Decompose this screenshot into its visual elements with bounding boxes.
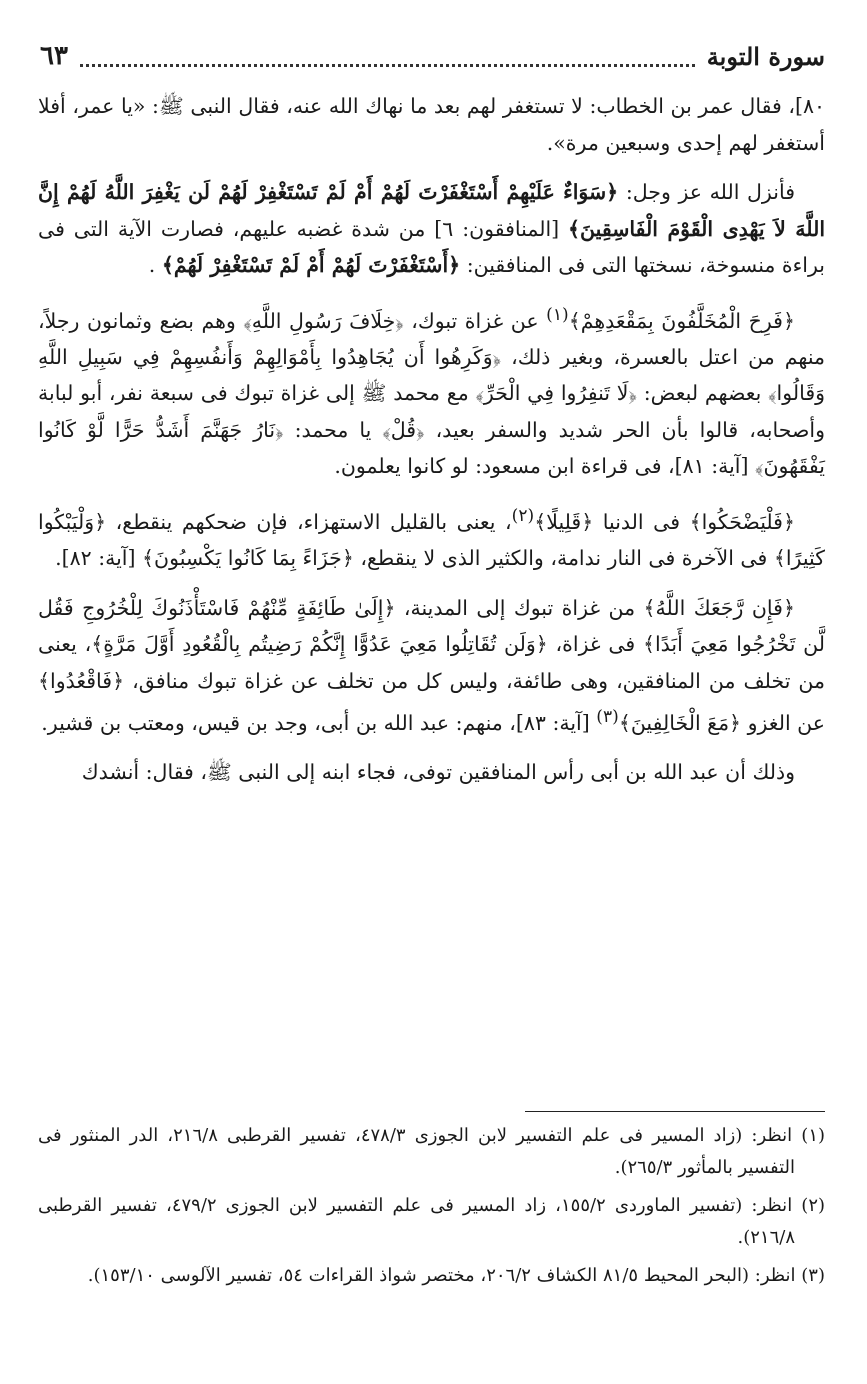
paragraph-1: ٨٠]، فقال عمر بن الخطاب: لا تستغفر لهم بعد ما نهاك الله عنه، فقال النبى ﷺ: «يا عمر، أفلا أستغفر لهم إحدى وسبعين مرة».: [38, 94, 825, 155]
text-run: وهم بضع وثمانون رجلاً، منهم من اعتل بالعسرة، وبغير ذلك،: [38, 308, 825, 369]
footnote-separator: [525, 1111, 825, 1112]
text-run: [المنافقون: ٦] من شدة غضبه عليهم، فصارت الآية التى فى براءة منسوخة، نسختها التى فى المنافقين:: [38, 216, 825, 277]
text-run: ، يعنى من تخلف من المنافقين، وهى طائفة، وليس كل من تخلف عن غزاة تبوك منافق،: [38, 632, 825, 693]
paragraph-4: [38, 498, 825, 577]
text-run: يا محمد:: [283, 417, 383, 442]
quran-quote: ﴿فَلْيَضْحَكُوا﴾: [689, 509, 795, 534]
quran-quote: ﴿لَا تَنفِرُوا فِي الْحَرِّ﴾: [475, 381, 637, 406]
quran-quote: ﴿إِلَىٰ طَائِفَةٍ مِّنْهُمْ فَاسْتَأْذَنُوكَ لِلْخُرُوجِ فَقُل لَّن تَخْرُجُوا مَعِيَ أَبَدًا﴾: [38, 595, 825, 657]
quran-quote: ﴿وَلْيَبْكُوا كَثِيرًا﴾: [38, 509, 825, 571]
footnote-ref: (٣): [596, 707, 619, 728]
quran-quote: ﴿أَسْتَغْفَرْتَ لَهُمْ أَمْ لَمْ تَسْتَغْفِرْ لَهُمْ﴾: [161, 253, 461, 277]
text-run: فى الآخرة فى النار ندامة، والكثير الذى لا ينقطع،: [353, 546, 774, 571]
quran-quote: ﴿سَوَاءٌ عَلَيْهِمْ أَسْتَغْفَرْتَ لَهُمْ أَمْ لَمْ تَسْتَغْفِرْ لَهُمْ لَن يَغْفِرَ اللَّهُ لَهُمْ إِنَّ اللَّهَ لاَ يَهْدِى الْقَوْمَ الْفَاسِقِينَ﴾: [38, 180, 826, 241]
quran-quote: ﴿جَزَاءً بِمَا كَانُوا يَكْسِبُونَ﴾: [142, 546, 354, 571]
footnote-1: (١) انظر: (زاد المسير فى علم التفسير لابن الجوزى ٤٧٨/٣، تفسير القرطبى ٢١٦/٨، الدر المنثور فى التفسير بالمأثور ٢٦٥/٣).: [38, 1125, 826, 1178]
text-run: فى الدنيا: [593, 509, 690, 534]
quran-quote: ﴿فَإِن رَّجَعَكَ اللَّهُ﴾: [643, 595, 795, 620]
quran-quote: ﴿فَرِحَ الْمُخَلَّفُونَ بِمَقْعَدِهِمْ﴾: [568, 308, 795, 333]
header-dot-leader: [80, 46, 695, 67]
text-run: عن الغزو: [741, 710, 825, 735]
sura-title: سورة التوبة: [706, 41, 825, 71]
quran-quote: ﴿خِلَافَ رَسُولِ اللَّهِ﴾: [243, 308, 404, 333]
footnote-ref: (٢): [511, 505, 535, 526]
quran-quote: ﴿قُلْ﴾: [382, 417, 425, 442]
text-run: فأنزل الله عز وجل:: [618, 180, 795, 204]
paragraph-3: [38, 297, 825, 485]
text-run: مع محمد ﷺ إلى غزاة تبوك فى سبعة نفر، أبو لبابة وأصحابه، قالوا بأن الحر شديد والسفر بعيد،: [38, 381, 825, 442]
page-number: ٦٣: [40, 41, 68, 71]
paragraph-5: [38, 590, 825, 742]
quran-quote: ﴿فَاقْعُدُوا﴾: [38, 668, 125, 693]
text-run: ، يعنى بالقليل الاستهزاء، فإن ضحكهم ينقطع،: [106, 509, 512, 534]
paragraph-6: وذلك أن عبد الله بن أبى رأس المنافقين توفى، فجاء ابنه إلى النبى ﷺ، فقال: أنشدك: [81, 760, 795, 785]
text-run: [آية: ٨٣]، منهم: عبد الله بن أبى، وجد بن قيس، ومعتب بن قشير.: [41, 710, 597, 735]
quran-quote: ﴿وَلَن تُقَاتِلُوا مَعِيَ عَدُوًّا إِنَّكُمْ رَضِيتُم بِالْقُعُودِ أَوَّلَ مَرَّةٍ﴾: [91, 632, 548, 657]
text-run: عن غزاة تبوك،: [403, 308, 547, 333]
main-text: [38, 88, 825, 791]
footnotes: [38, 1120, 825, 1298]
running-header: [40, 38, 825, 74]
text-run: [آية: ٨٢].: [55, 546, 143, 571]
quran-quote: ﴿قَلِيلًا﴾: [534, 509, 594, 534]
text-run: بعضهم لبعض:: [636, 381, 769, 406]
text-run: [آية: ٨١]، فى قراءة ابن مسعود: لو كانوا يعلمون.: [334, 454, 756, 479]
quran-quote: ﴿وَكَرِهُوا أَن يُجَاهِدُوا بِأَمْوَالِهِمْ وَأَنفُسِهِمْ فِي سَبِيلِ اللَّهِ وَقَالُوا﴾: [38, 344, 826, 406]
footnote-2: (٢) انظر: (تفسير الماوردى ١٥٥/٢، زاد المسير فى علم التفسير لابن الجوزى ٤٧٩/٢، تفسير القرطبى ٢١٦/٨).: [38, 1195, 826, 1248]
footnote-ref: (١): [546, 304, 569, 325]
text-run: فى غزاة،: [547, 632, 643, 657]
text-run: من غزاة تبوك إلى المدينة،: [395, 595, 644, 620]
footnote-3: (٣) انظر: (البحر المحيط ٨١/٥ الكشاف ٢٠٦/٢، مختصر شواذ القراءات ٥٤، تفسير الآلوسى ١٥٣/١٠).: [87, 1265, 825, 1286]
text-run: .: [148, 253, 162, 277]
quran-quote: ﴿مَعَ الْخَالِفِينَ﴾: [618, 710, 742, 735]
paragraph-2: [38, 174, 825, 284]
quran-quote: ﴿نَارُ جَهَنَّمَ أَشَدُّ حَرًّا لَّوْ كَانُوا يَفْقَهُونَ﴾: [38, 417, 825, 479]
